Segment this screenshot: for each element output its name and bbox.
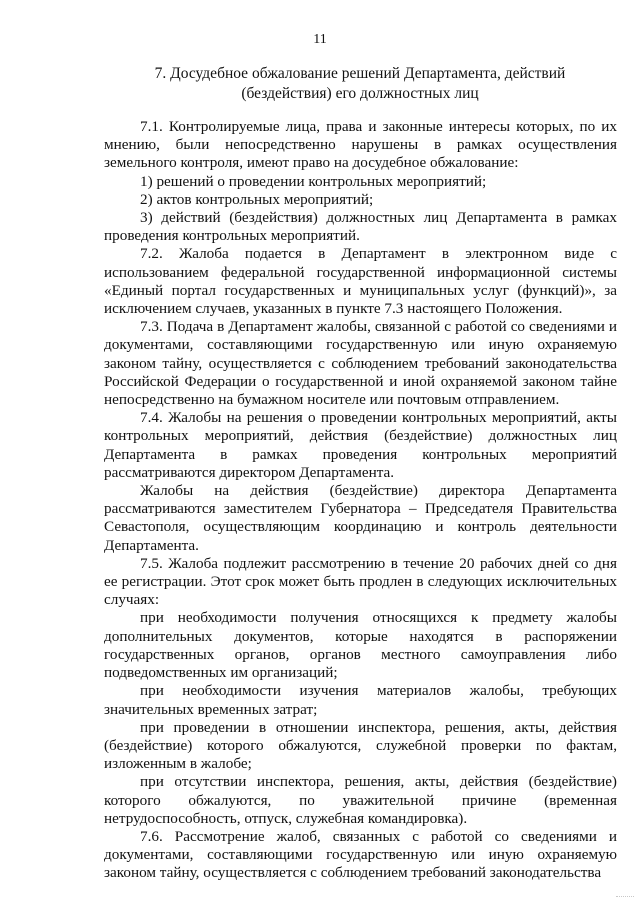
- paragraph-director-complaints: Жалобы на действия (бездействие) директора Департамента рассматриваются заместителем Губернатора – Председателя Правительства Севастополя, осуществляющим координацию и контроль деятельности Департамента.: [104, 482, 617, 554]
- case-official-inspection: при проведении в отношении инспектора, решения, акты, действия (бездействие) которого обжалуются, служебной проверки по фактам, изложенным в жалобе;: [104, 718, 617, 773]
- scan-edge-mark: [616, 896, 634, 901]
- paragraph-7-2: 7.2. Жалоба подается в Департамент в электронном виде с использованием федеральной государственной информационной системы «Единый портал государственных и муниципальных услуг (функций)», за исключением случаев, указанных в пункте 7.3 настоящего Положения.: [104, 245, 617, 318]
- section-title: [105, 64, 615, 104]
- document-body: [104, 118, 617, 883]
- section-title-line-1: 7. Досудебное обжалование решений Департамента, действий: [154, 65, 566, 82]
- list-item-actions: 3) действий (бездействия) должностных лиц Департамента в рамках проведения контрольных мероприятий.: [104, 209, 617, 245]
- paragraph-7-3: 7.3. Подача в Департамент жалобы, связанной с работой со сведениями и документами, составляющими государственную или иную охраняемую законом тайну, осуществляется с соблюдением требований законодательства Российской Федерации о государственной и иной охраняемой законом тайне непосредственно на бумажном носителе или почтовым отправлением.: [104, 318, 617, 409]
- case-inspector-absence: при отсутствии инспектора, решения, акты, действия (бездействие) которого обжалуются, по уважительной причине (временная нетрудоспособность, отпуск, служебная командировка).: [104, 773, 617, 827]
- paragraph-7-4: 7.4. Жалобы на решения о проведении контрольных мероприятий, акты контрольных мероприятий, действия (бездействие) должностных лиц Департамента в рамках проведения контрольных мероприятий рассматриваются директором Департамента.: [104, 409, 617, 481]
- paragraph-7-1: 7.1. Контролируемые лица, права и законные интересы которых, по их мнению, были непосредственно нарушены в рамках осуществления земельного контроля, имеют право на досудебное обжалование:: [104, 118, 617, 172]
- page-number: 11: [313, 32, 327, 47]
- case-additional-documents: при необходимости получения относящихся к предмету жалобы дополнительных документов, которые находятся в распоряжении государственных органов, органов местного самоуправления либо подведомственных им организаций;: [104, 609, 617, 682]
- list-item-acts: 2) актов контрольных мероприятий;: [140, 190, 374, 208]
- list-item-decisions: 1) решений о проведении контрольных мероприятий;: [140, 172, 487, 190]
- case-material-study: при необходимости изучения материалов жалобы, требующих значительных временных затрат;: [104, 682, 617, 718]
- section-title-line-2: (бездействия) его должностных лиц: [241, 85, 479, 102]
- paragraph-7-5: 7.5. Жалоба подлежит рассмотрению в течение 20 рабочих дней со дня ее регистрации. Этот срок может быть продлен в следующих исключительных случаях:: [104, 554, 617, 609]
- paragraph-7-6: 7.6. Рассмотрение жалоб, связанных с работой со сведениями и документами, составляющими государственную или иную охраняемую законом тайну, осуществляется с соблюдением требований законодательства: [104, 827, 617, 882]
